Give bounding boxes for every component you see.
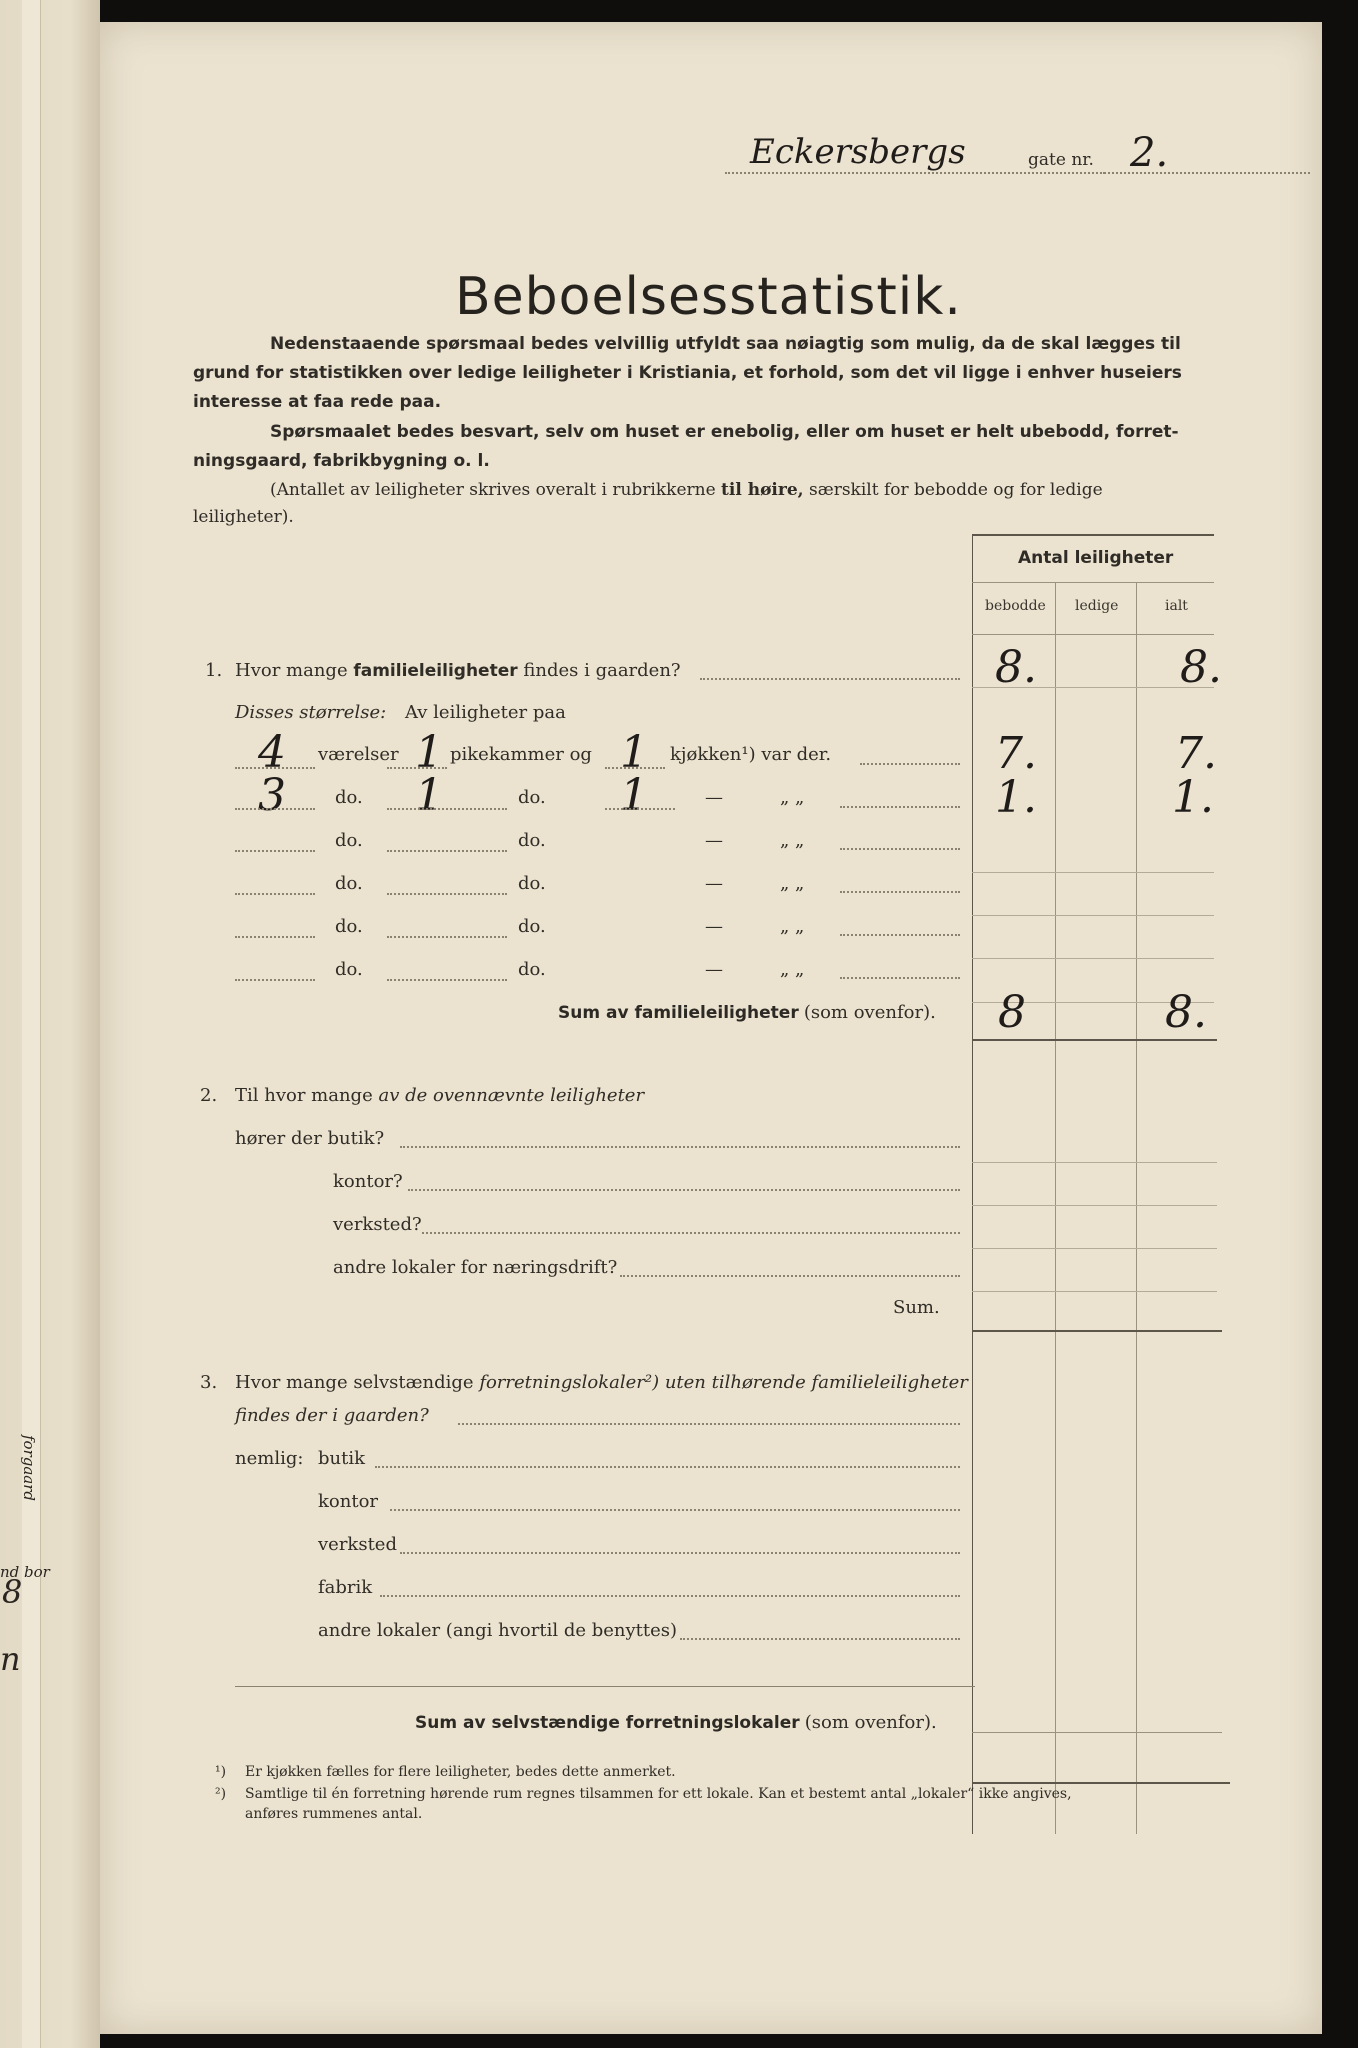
row1-kjokken-label: kjøkken¹) var der. — [670, 744, 832, 765]
q1-sum-bebodde-value: 8 — [998, 987, 1026, 1038]
do-row2-dots-a — [235, 893, 315, 895]
q3-text-a: Hvor mange selvstændige — [235, 1372, 474, 1393]
footnote-1: Er kjøkken fælles for flere leiligheter, bedes dette anmerket. — [245, 1764, 676, 1780]
row2-do1: do. — [335, 787, 363, 808]
intro-p3-part-b: særskilt for bebodde og for ledige — [809, 480, 1103, 500]
q3-separator-line — [235, 1686, 975, 1687]
q2-text-a: Til hvor mange — [235, 1085, 373, 1106]
do-row1-do2: do. — [518, 830, 546, 851]
q3-andre-dots — [680, 1638, 960, 1640]
do-row4-do1: do. — [335, 959, 363, 980]
table-q1-sum-rule — [972, 1039, 1217, 1041]
row2-do2: do. — [518, 787, 546, 808]
table-header-rule — [972, 582, 1214, 583]
q1-leader-dots — [700, 678, 960, 680]
intro-p3-line1 — [270, 480, 1103, 500]
do-row4-do2: do. — [518, 959, 546, 980]
table-q2-sum-rule — [972, 1330, 1222, 1332]
street-number-handwritten: 2. — [1130, 130, 1169, 176]
row2-bebodde-value: 1. — [995, 772, 1037, 823]
q3-question — [235, 1372, 968, 1393]
do-row3-dash: — — [705, 916, 723, 937]
row2-rooms-handwritten: 3 — [258, 770, 286, 821]
row1-vaerelser: værelser — [318, 744, 399, 765]
row1-rooms-dots — [235, 767, 315, 769]
table-top-rule — [972, 534, 1214, 536]
table-col-divider-2 — [1136, 582, 1137, 1834]
left-handwritten-n: n — [0, 1640, 21, 1678]
row1-pikekammer: pikekammer og — [450, 744, 592, 765]
row2-pike-handwritten: 1 — [415, 770, 443, 821]
q1-question — [235, 660, 681, 681]
form-page — [100, 22, 1322, 2034]
q3-sum-line — [415, 1712, 937, 1733]
q1-sum-line — [558, 1002, 936, 1023]
do-row4-quote: „ „ — [780, 959, 805, 980]
gate-nr-label: gate nr. — [1028, 150, 1094, 170]
row1-rooms-handwritten: 4 — [258, 727, 286, 778]
intro-p3-bold: til høire, — [721, 480, 804, 500]
do-row4-dots-a — [235, 979, 315, 981]
q1-sizes-text: Av leiligheter paa — [405, 702, 566, 723]
do-row2-dots-b — [387, 893, 507, 895]
q2-number: 2. — [200, 1085, 218, 1106]
do-row2-do2: do. — [518, 873, 546, 894]
row1-kjokken-dots — [605, 767, 665, 769]
table-col-divider-1 — [1055, 582, 1056, 1834]
q3-verksted: verksted — [318, 1534, 397, 1555]
row2-leader-dots — [840, 806, 960, 808]
left-page-strip — [22, 0, 41, 2048]
q3-fabrik: fabrik — [318, 1577, 373, 1598]
table-subheader-rule — [972, 634, 1214, 635]
row2-kjokken-handwritten: 1 — [620, 770, 648, 821]
do-row1-quote: „ „ — [780, 830, 805, 851]
left-page-edge — [0, 0, 100, 2048]
do-row2-quote: „ „ — [780, 873, 805, 894]
table-row-rule-q2-2 — [972, 1205, 1217, 1206]
q3-verksted-dots — [400, 1552, 960, 1554]
q2-butik-dots — [400, 1146, 960, 1148]
q1-sum-bold: Sum av familieleiligheter — [558, 1003, 799, 1023]
q2-andre-dots — [620, 1275, 960, 1277]
intro-p2-line1: Spørsmaalet bedes besvart, selv om huset er enebolig, eller om huset er helt ubebodd, forret- — [270, 422, 1179, 442]
row1-leader-dots — [860, 763, 960, 765]
table-row-rule-do1 — [972, 872, 1214, 873]
row2-rooms-dots — [235, 808, 315, 810]
q3-line2-dots — [458, 1423, 960, 1425]
q3-nemlig: nemlig: — [235, 1448, 304, 1469]
table-header-title: Antal leiligheter — [1018, 548, 1174, 568]
table-row-rule-q2-4 — [972, 1291, 1217, 1292]
q3-line2: findes der i gaarden? — [235, 1405, 429, 1426]
q2-butik: hører der butik? — [235, 1128, 385, 1149]
q1-text-a: Hvor mange — [235, 660, 348, 681]
footnote-2-line1: Samtlige til én forretning hørende rum regnes tilsammen for ett lokale. Kan et bestemt antal „lokaler“ ikke angives, — [245, 1786, 1072, 1802]
page-title: Beboelsesstatistik. — [455, 267, 962, 327]
do-row3-do2: do. — [518, 916, 546, 937]
q2-text-ital: av de ovennævnte leiligheter — [378, 1085, 645, 1106]
do-row3-dots-a — [235, 936, 315, 938]
do-row3-dots-b — [387, 936, 507, 938]
do-row1-dash: — — [705, 830, 723, 851]
left-fragment-nd-bor: nd bor — [0, 1563, 50, 1581]
do-row2-do1: do. — [335, 873, 363, 894]
table-q3-rule — [972, 1732, 1222, 1733]
row2-quote: „ „ — [780, 787, 805, 808]
q1-ialt-value: 8. — [1180, 642, 1222, 693]
row1-pike-dots — [387, 767, 447, 769]
col-header-ledige: ledige — [1075, 598, 1119, 614]
do-row1-leader-dots — [840, 848, 960, 850]
q3-andre: andre lokaler (angi hvortil de benyttes) — [318, 1620, 678, 1641]
do-row4-leader-dots — [840, 977, 960, 979]
q1-text-b: findes i gaarden? — [523, 660, 681, 681]
table-row-rule-q2-3 — [972, 1248, 1217, 1249]
footnote-1-mark: ¹) — [215, 1764, 227, 1780]
do-row2-leader-dots — [840, 891, 960, 893]
q2-kontor: kontor? — [333, 1171, 403, 1192]
table-row-rule-q2-1 — [972, 1162, 1217, 1163]
left-fragment-forgaard: forgaard — [20, 1435, 38, 1502]
row1-bebodde-value: 7. — [995, 728, 1037, 779]
table-q3-sum-rule — [972, 1782, 1230, 1784]
left-handwritten-8: 8 — [2, 1573, 23, 1611]
row1-ialt-value: 7. — [1175, 728, 1217, 779]
q3-butik: butik — [318, 1448, 366, 1469]
q2-question — [235, 1085, 644, 1106]
intro-p1-line2: grund for statistikken over ledige leiligheter i Kristiania, et forhold, som det vil ligge i enhver huseiers — [193, 363, 1182, 383]
row2-kjokken-dots — [605, 808, 675, 810]
q3-sum-bold: Sum av selvstændige forretningslokaler — [415, 1713, 800, 1733]
row2-pike-dots — [387, 808, 507, 810]
q3-butik-dots — [375, 1466, 960, 1468]
q3-text-ital-b: uten tilhørende familieleiligheter — [664, 1372, 968, 1393]
do-row3-quote: „ „ — [780, 916, 805, 937]
q1-sum-rest: (som ovenfor). — [803, 1002, 936, 1023]
do-row2-dash: — — [705, 873, 723, 894]
row1-pike-handwritten: 1 — [415, 727, 443, 778]
do-row1-dots-a — [235, 850, 315, 852]
q2-kontor-dots — [408, 1189, 960, 1191]
q1-number: 1. — [205, 660, 223, 681]
intro-p1-line1: Nedenstaaende spørsmaal bedes velvillig utfyldt saa nøiagtig som mulig, da de skal lægges til — [270, 334, 1181, 354]
q1-sum-ialt-value: 8. — [1165, 987, 1207, 1038]
row2-ialt-value: 1. — [1172, 772, 1214, 823]
q3-number: 3. — [200, 1372, 218, 1393]
q1-sizes-label: Disses størrelse: — [235, 702, 387, 723]
street-name-handwritten: Eckersbergs — [750, 132, 966, 172]
do-row3-do1: do. — [335, 916, 363, 937]
do-row1-do1: do. — [335, 830, 363, 851]
q3-sum-rest: (som ovenfor). — [804, 1712, 937, 1733]
footnote-2-line2: anføres rummenes antal. — [245, 1806, 423, 1822]
table-left-rule — [972, 534, 973, 1834]
q3-kontor-dots — [390, 1509, 960, 1511]
q2-verksted-dots — [422, 1232, 960, 1234]
q1-bebodde-value: 8. — [995, 642, 1037, 693]
do-row4-dash: — — [705, 959, 723, 980]
q2-sum: Sum. — [893, 1297, 940, 1318]
row1-kjokken-handwritten: 1 — [620, 727, 648, 778]
do-row1-dots-b — [387, 850, 507, 852]
q1-text-bold: familieleiligheter — [353, 661, 518, 681]
row2-dash: — — [705, 787, 723, 808]
do-row4-dots-b — [387, 979, 507, 981]
intro-p3-part-a: (Antallet av leiligheter skrives overalt i rubrikkerne — [270, 480, 716, 500]
intro-p3-line2: leiligheter). — [193, 507, 294, 527]
q3-fabrik-dots — [380, 1595, 960, 1597]
header-underline — [725, 172, 1310, 174]
q2-verksted: verksted? — [333, 1214, 422, 1235]
table-row-rule-do3 — [972, 958, 1214, 959]
do-row3-leader-dots — [840, 934, 960, 936]
q3-kontor: kontor — [318, 1491, 379, 1512]
col-header-bebodde: bebodde — [985, 598, 1046, 614]
footnote-2-mark: ²) — [215, 1786, 227, 1802]
intro-p1-line3: interesse at faa rede paa. — [193, 392, 442, 412]
q3-text-ital-a: forretningslokaler²) — [479, 1372, 660, 1393]
intro-p2-line2: ningsgaard, fabrikbygning o. l. — [193, 451, 490, 471]
col-header-ialt: ialt — [1165, 598, 1188, 614]
table-row-rule-do2 — [972, 915, 1214, 916]
q2-andre: andre lokaler for næringsdrift? — [333, 1257, 618, 1278]
